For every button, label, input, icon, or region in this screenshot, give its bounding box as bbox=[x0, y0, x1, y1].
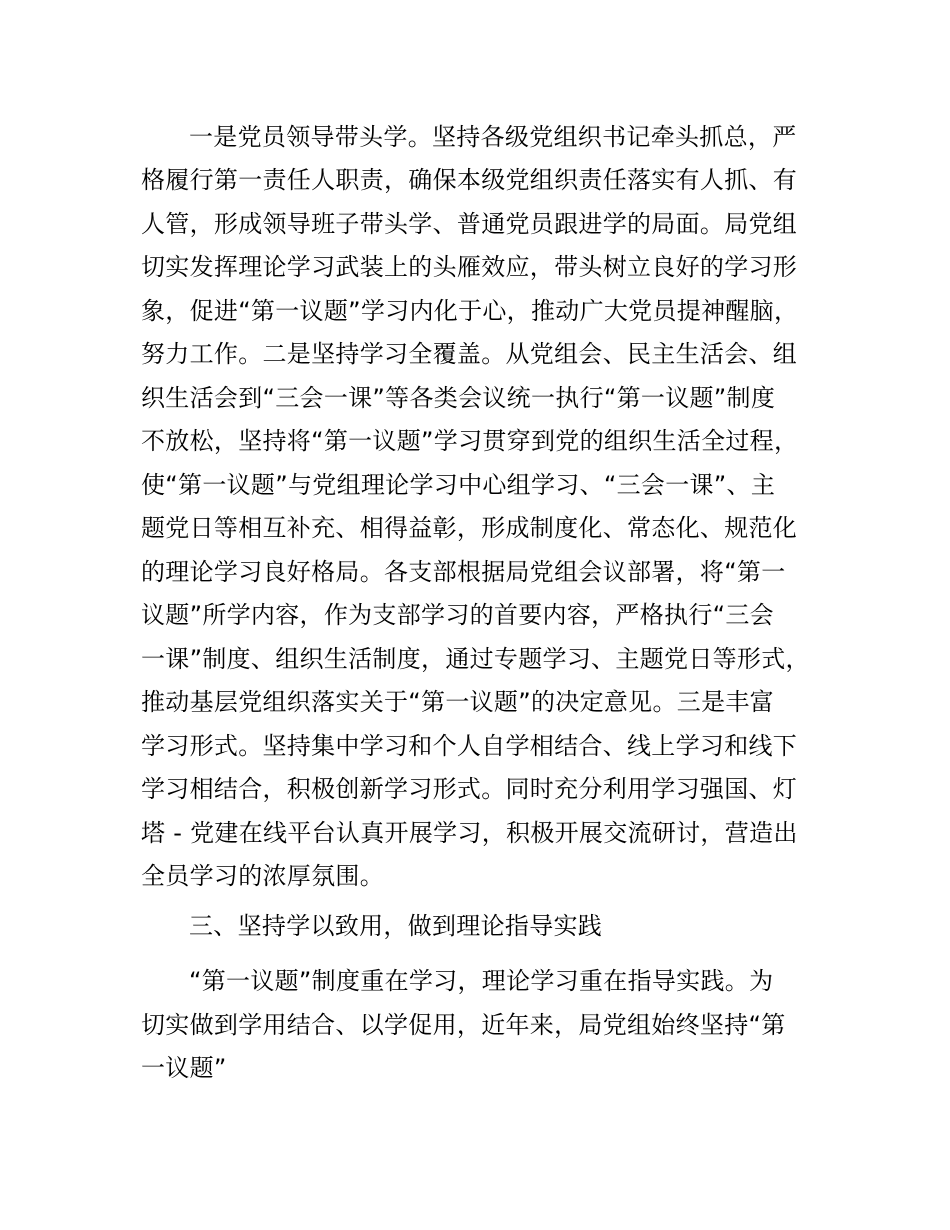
text-line: 一议题” bbox=[141, 1054, 227, 1082]
text-line: 学习形式。坚持集中学习和个人自学相结合、线上学习和线下 bbox=[141, 732, 798, 760]
text-line: 的理论学习良好格局。各支部根据局党组会议部署，将“第一 bbox=[141, 558, 786, 586]
text-line: 一是党员领导带头学。坚持各级党组织书记牵头抓总，严 bbox=[189, 123, 797, 151]
text-line: 象，促进“第一议题”学习内化于心，推动广大党员提神醒脑， bbox=[141, 297, 799, 325]
text-line: 织生活会到“三会一课”等各类会议统一执行“第一议题”制度 bbox=[141, 384, 776, 412]
text-line: 努力工作。二是坚持学习全覆盖。从党组会、民主生活会、组 bbox=[141, 340, 798, 368]
text-line: 不放松，坚持将“第一议题”学习贯穿到党的组织生活全过程， bbox=[141, 427, 799, 455]
text-line: 学习相结合，积极创新学习形式。同时充分利用学习强国、灯 bbox=[141, 775, 798, 803]
text-line: 格履行第一责任人职责，确保本级党组织责任落实有人抓、有 bbox=[141, 166, 798, 194]
text-line: 全员学习的浓厚氛围。 bbox=[141, 862, 384, 890]
section-heading: 三、坚持学以致用，做到理论指导实践 bbox=[189, 912, 603, 940]
text-line: 议题”所学内容，作为支部学习的首要内容，严格执行“三会 bbox=[141, 601, 774, 629]
text-line: 题党日等相互补充、相得益彰，形成制度化、常态化、规范化 bbox=[141, 514, 798, 542]
text-line: 推动基层党组织落实关于“第一议题”的决定意见。三是丰富 bbox=[141, 688, 774, 716]
text-line: 切实做到学用结合、以学促用，近年来，局党组始终坚持“第 bbox=[141, 1011, 786, 1039]
text-line: 一课”制度、组织生活制度，通过专题学习、主题党日等形式， bbox=[141, 645, 810, 673]
text-line: 塔 - 党建在线平台认真开展学习，积极开展交流研讨，营造出 bbox=[141, 819, 798, 847]
text-line: 切实发挥理论学习武装上的头雁效应，带头树立良好的学习形 bbox=[141, 253, 798, 281]
text-line: 使“第一议题”与党组理论学习中心组学习、“三会一课”、主 bbox=[141, 471, 776, 499]
text-line: “第一议题”制度重在学习，理论学习重在指导实践。为 bbox=[189, 967, 774, 995]
text-line: 人管，形成领导班子带头学、普通党员跟进学的局面。局党组 bbox=[141, 210, 798, 238]
